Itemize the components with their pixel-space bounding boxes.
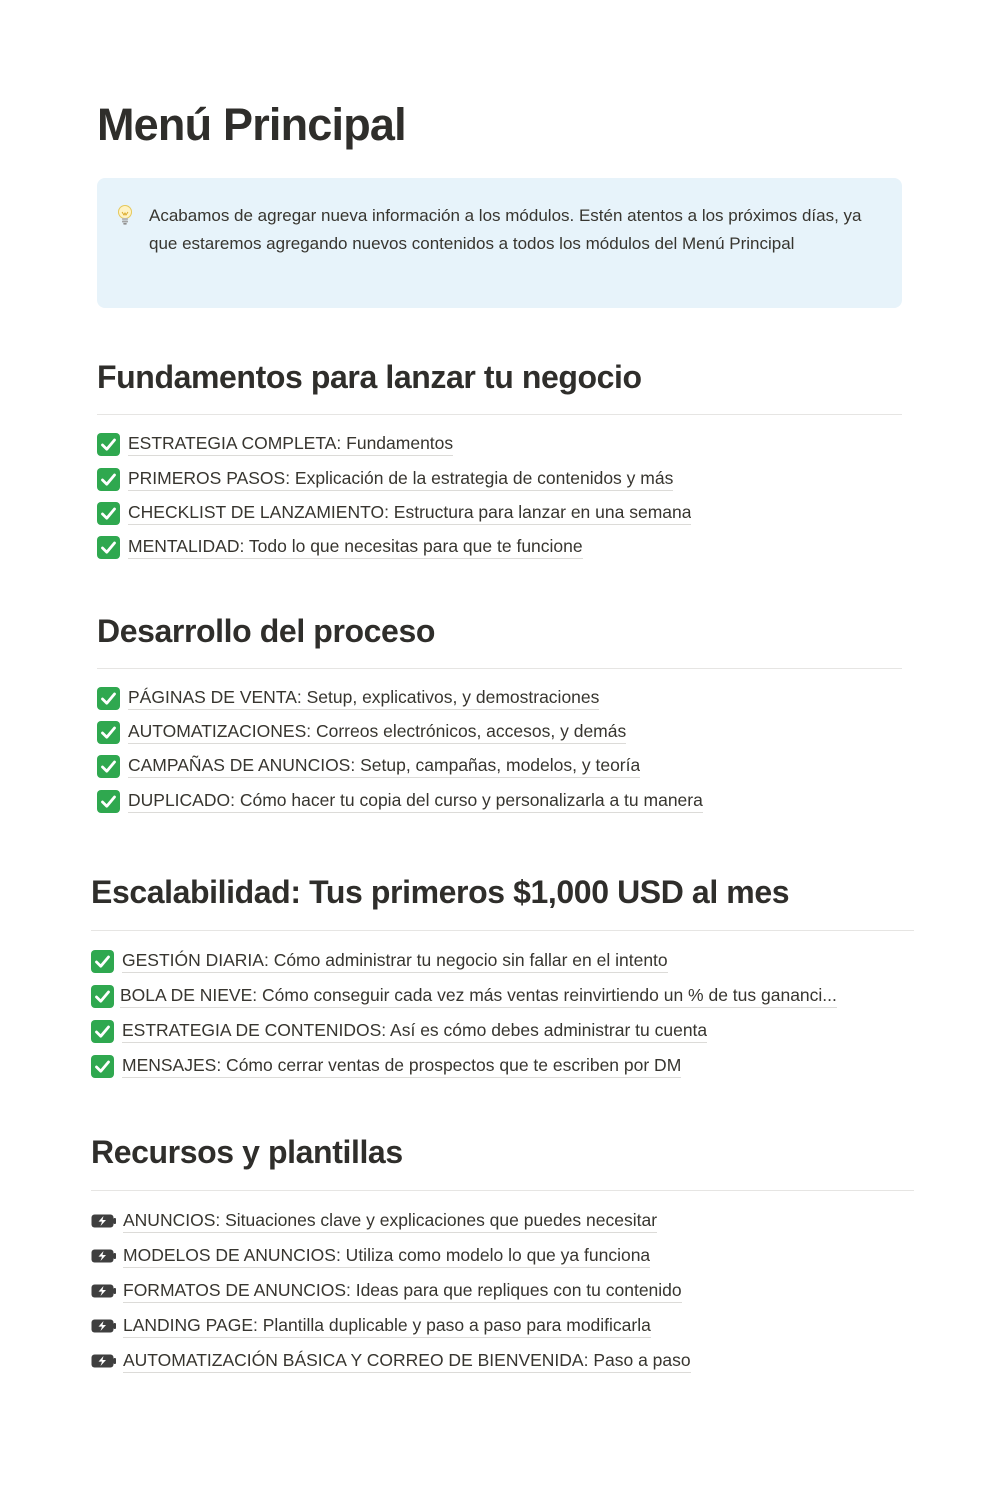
page-link[interactable]: ESTRATEGIA DE CONTENIDOS: Así es cómo debes administrar tu cuenta	[122, 1019, 707, 1043]
check-mark-icon	[97, 755, 120, 778]
list-item[interactable]	[91, 1052, 681, 1080]
page-link[interactable]: BOLA DE NIEVE: Cómo conseguir cada vez más ventas reinvirtiendo un % de tus gananci...	[120, 984, 837, 1008]
page-link[interactable]: MENSAJES: Cómo cerrar ventas de prospectos que te escriben por DM	[122, 1054, 681, 1078]
list-item[interactable]	[97, 430, 453, 458]
check-mark-icon	[97, 790, 120, 813]
info-callout	[97, 178, 902, 308]
battery-charging-icon	[91, 1214, 117, 1228]
page-link[interactable]: ESTRATEGIA COMPLETA: Fundamentos	[128, 432, 453, 456]
divider	[91, 1190, 914, 1191]
page-link[interactable]: DUPLICADO: Cómo hacer tu copia del curso y personalizarla a tu manera	[128, 789, 703, 813]
page-link[interactable]: FORMATOS DE ANUNCIOS: Ideas para que repliques con tu contenido	[123, 1279, 682, 1303]
check-mark-icon	[97, 721, 120, 744]
battery-charging-icon	[91, 1284, 117, 1298]
divider	[97, 668, 902, 669]
list-item[interactable]	[97, 684, 599, 712]
list-item[interactable]	[97, 499, 691, 527]
section-heading-fundamentos: Fundamentos para lanzar tu negocio	[97, 359, 642, 395]
list-item[interactable]	[91, 1242, 650, 1270]
list-item[interactable]	[97, 787, 703, 815]
list-item[interactable]	[97, 533, 583, 561]
page-link[interactable]: ANUNCIOS: Situaciones clave y explicaciones que puedes necesitar	[123, 1209, 657, 1233]
list-item[interactable]	[91, 1207, 657, 1235]
list-item[interactable]	[91, 1017, 707, 1045]
page-title: Menú Principal	[97, 99, 406, 150]
section-heading-escalabilidad: Escalabilidad: Tus primeros $1,000 USD al mes	[91, 874, 790, 910]
callout-text: Acabamos de agregar nueva información a los módulos. Estén atentos a los próximos días, ya que estaremos agregando nuevos contenidos a todos los módulos del Menú Principal	[149, 206, 862, 253]
list-item[interactable]	[91, 1347, 691, 1375]
check-mark-icon	[91, 1055, 114, 1078]
page-link[interactable]: AUTOMATIZACIONES: Correos electrónicos, accesos, y demás	[128, 720, 626, 744]
battery-charging-icon	[91, 1354, 117, 1368]
list-item[interactable]	[91, 947, 668, 975]
battery-charging-icon	[91, 1249, 117, 1263]
check-mark-icon	[97, 433, 120, 456]
check-mark-icon	[97, 468, 120, 491]
check-mark-icon	[91, 1020, 114, 1043]
page-link[interactable]: MODELOS DE ANUNCIOS: Utiliza como modelo lo que ya funciona	[123, 1244, 650, 1268]
section-heading-desarrollo: Desarrollo del proceso	[97, 613, 435, 649]
divider	[97, 414, 902, 415]
section-heading-recursos: Recursos y plantillas	[91, 1134, 403, 1170]
page-link[interactable]: LANDING PAGE: Plantilla duplicable y paso a paso para modificarla	[123, 1314, 651, 1338]
page-link[interactable]: PRIMEROS PASOS: Explicación de la estrategia de contenidos y más	[128, 467, 673, 491]
list-item[interactable]	[91, 1312, 651, 1340]
list-item[interactable]	[97, 465, 673, 493]
page-link[interactable]: MENTALIDAD: Todo lo que necesitas para que te funcione	[128, 535, 583, 559]
list-item[interactable]	[97, 718, 626, 746]
list-item[interactable]	[97, 752, 640, 780]
check-mark-icon	[97, 536, 120, 559]
page-link[interactable]: AUTOMATIZACIÓN BÁSICA Y CORREO DE BIENVENIDA: Paso a paso	[123, 1349, 691, 1373]
list-item[interactable]	[91, 1277, 682, 1305]
page-link[interactable]: GESTIÓN DIARIA: Cómo administrar tu negocio sin fallar en el intento	[122, 949, 668, 973]
check-mark-icon	[97, 502, 120, 525]
check-mark-icon	[91, 950, 114, 973]
check-mark-icon	[97, 687, 120, 710]
page-link[interactable]: CAMPAÑAS DE ANUNCIOS: Setup, campañas, modelos, y teoría	[128, 754, 640, 778]
page-link[interactable]: CHECKLIST DE LANZAMIENTO: Estructura para lanzar en una semana	[128, 501, 691, 525]
divider	[91, 930, 914, 931]
lightbulb-icon	[114, 203, 136, 227]
page-link[interactable]: PÁGINAS DE VENTA: Setup, explicativos, y demostraciones	[128, 686, 599, 710]
list-item[interactable]	[91, 982, 837, 1010]
check-mark-icon	[91, 985, 114, 1008]
battery-charging-icon	[91, 1319, 117, 1333]
